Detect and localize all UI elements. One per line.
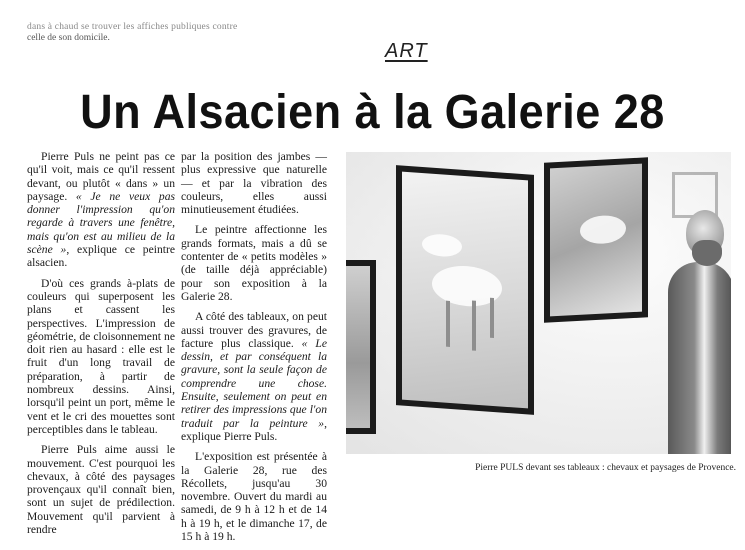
horse-leg	[490, 298, 494, 338]
fragment-line-2: celle de son domicile.	[27, 33, 110, 43]
artist-figure	[668, 210, 731, 454]
col1-paragraph-1	[27, 150, 175, 270]
artist-body	[668, 262, 731, 454]
section-label: ART	[385, 40, 428, 62]
painting-horses	[396, 165, 534, 415]
horse-leg	[446, 301, 450, 347]
body-text: A côté des tableaux, on peut aussi trouver des gravures, de facture plus classique.	[181, 310, 327, 350]
painting-left-edge	[346, 260, 376, 434]
body-text: , explique Pierre Puls.	[181, 416, 327, 443]
col2-paragraph-1: par la position des jambes — plus expressive que naturelle — et par la vibration des couleurs, elles aussi minutieusement étudiées.	[181, 150, 327, 217]
horse-shape-3	[580, 214, 626, 244]
body-text: Pierre Puls ne peint pas ce qu'il voit, mais ce qu'il ressent devant, ou plutôt « dans » un paysage.	[27, 150, 175, 203]
painting-small	[544, 157, 648, 322]
painting-left-canvas	[346, 266, 370, 428]
artist-beard	[692, 240, 722, 266]
horse-shape-1	[422, 233, 462, 258]
gallery-photo	[346, 152, 731, 454]
painting-horses-canvas	[402, 172, 528, 409]
col2-paragraph-4: L'exposition est présentée à la Galerie 28, rue des Récollets, jusqu'au 30 novembre. Ouvert du mardi au samedi, de 9 h à 12 h et de 14 h à 19 h, et le dimanche 17, de 15 h à 19 h.	[181, 450, 327, 544]
body-text: , explique ce peintre alsacien.	[27, 243, 175, 270]
col1-paragraph-3: Pierre Puls aime aussi le mouvement. C'est pourquoi les chevaux, à côté des paysages provençaux qu'il connaît bien, sont un sujet de prédilection. Mouvement qu'il parvient à rendre	[27, 443, 175, 537]
col2-paragraph-2: Le peintre affectionne les grands formats, mais a dû se contenter de « petits modèles » (de taille déjà appréciable) pour son exposition à la Galerie 28.	[181, 223, 327, 303]
previous-article-fragment	[27, 22, 307, 44]
painting-small-canvas	[550, 164, 642, 317]
col2-paragraph-3	[181, 310, 327, 443]
article-column-2	[181, 150, 327, 550]
photo-caption: Pierre PULS devant ses tableaux : chevaux et paysages de Provence.	[475, 463, 736, 473]
fragment-line-1: dans à chaud se trouver les affiches publiques contre	[27, 22, 238, 32]
quoted-text: « Le dessin, et par conséquent la gravure, sont la seule façon de comprendre une chose. Ensuite, seulement on peut en retirer des impressions que l'on traduit par la peinture »	[181, 336, 327, 430]
quoted-text: « Je ne veux pas donner l'impression qu'on regarde à travers une fenêtre, mais qu'on est au milieu de la scène »	[27, 189, 175, 257]
article-column-1	[27, 150, 175, 543]
col1-paragraph-2: D'où ces grands à-plats de couleurs qui superposent les plans et cassent les perspectives. L'impression de géométrie, de cloisonnement ne doit rien au hasard : elle est le fruit d'un long travail de préparation, à partir de nombreux dessins. Ainsi, lorsqu'il peint un port, même le vent et le cri des mouettes sont perceptibles dans le tableau.	[27, 276, 175, 436]
article-headline: Un Alsacien à la Galerie 28	[80, 83, 665, 139]
horse-leg	[472, 300, 476, 350]
